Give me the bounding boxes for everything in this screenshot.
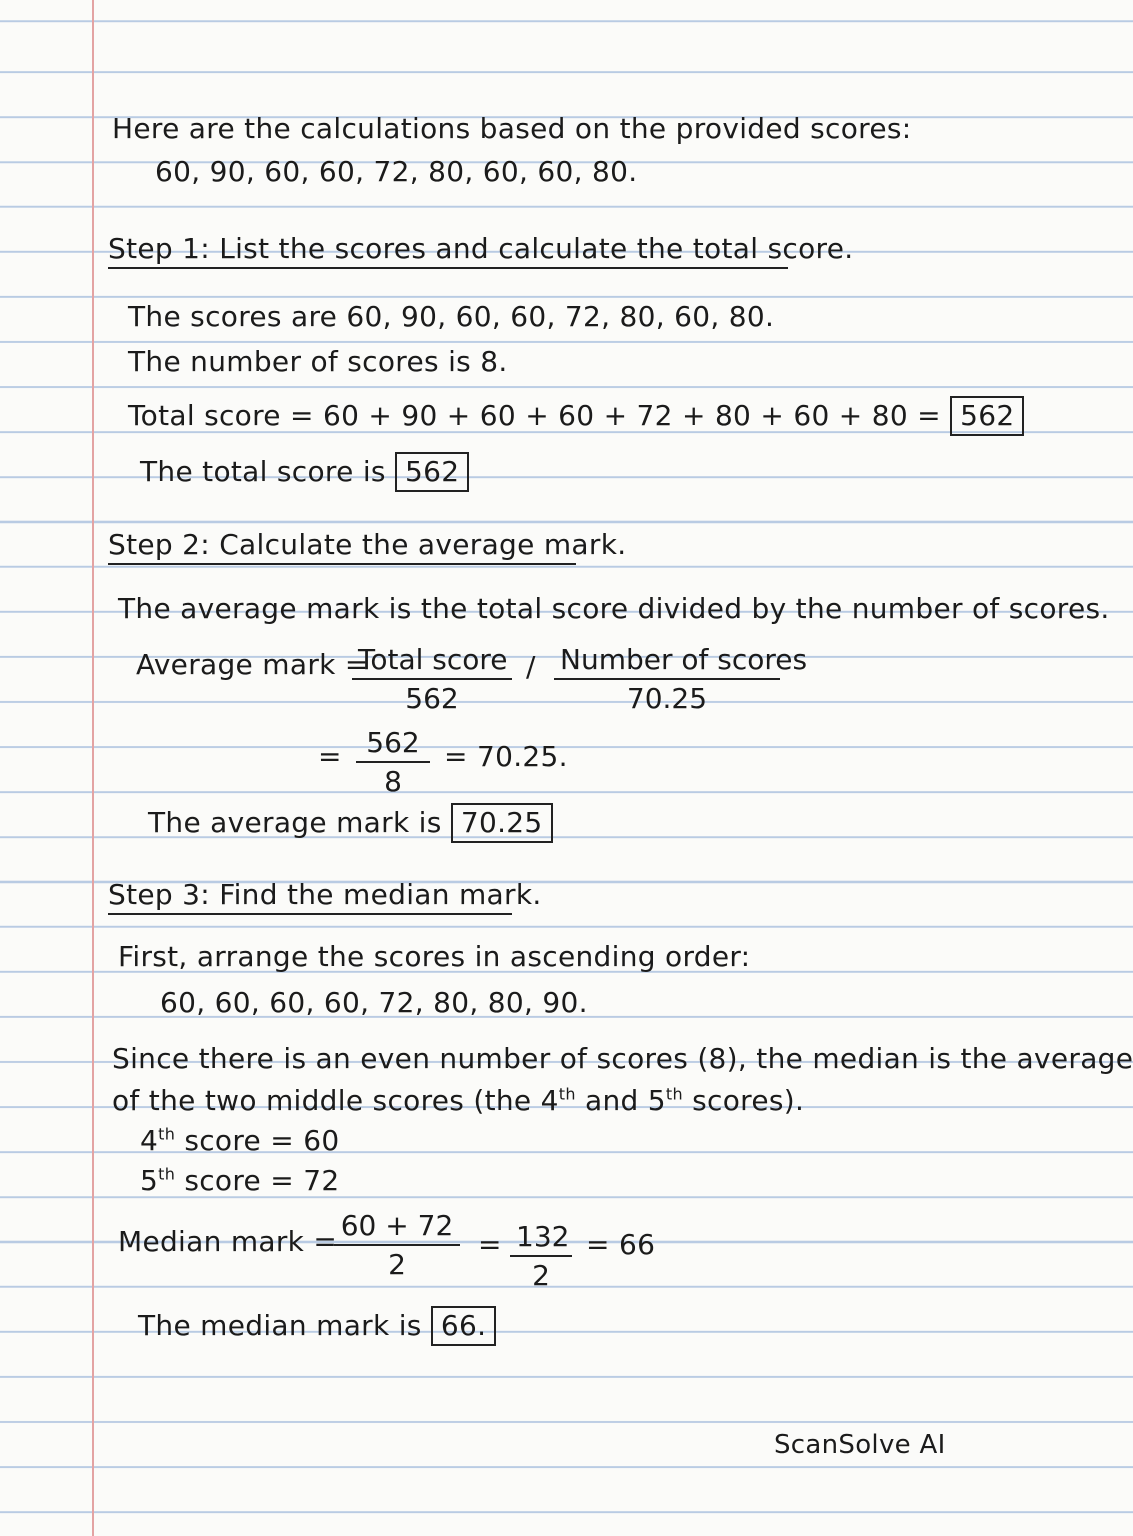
- step1-total-sentence: [140, 452, 469, 492]
- average-sentence-text: The average mark is: [148, 806, 442, 839]
- step1-scores-line: The scores are 60, 90, 60, 60, 72, 80, 60, 80.: [128, 300, 775, 333]
- median-sentence-text: The median mark is: [138, 1309, 422, 1342]
- fraction-562-over-8: [356, 726, 430, 798]
- average-label: Average mark =: [136, 648, 369, 681]
- since-line-2: of the two middle scores (the 4th and 5th scores).: [112, 1084, 805, 1117]
- fraction-sum-over-2: [334, 1209, 460, 1281]
- fifth-score-line: 5th score = 72: [140, 1164, 340, 1197]
- median-result: = 66: [586, 1228, 656, 1261]
- fourth-score-line: 4th score = 60: [140, 1124, 340, 1157]
- average-result-box: 70.25: [451, 803, 553, 843]
- fraction-numerator: 60 + 72: [334, 1209, 460, 1246]
- total-result-box: 562: [950, 396, 1024, 436]
- median-label: Median mark =: [118, 1225, 338, 1258]
- fraction-denominator: 70.25: [626, 682, 708, 715]
- total-expression-text: Total score = 60 + 90 + 60 + 60 + 72 + 80 + 60 + 80 =: [128, 399, 941, 432]
- fraction-numerator: Number of scores: [554, 643, 780, 680]
- equals-sign: =: [318, 740, 342, 773]
- average-sentence: [148, 803, 553, 843]
- fraction-count-over-7025: [554, 643, 808, 715]
- fraction-total-over-562: [352, 643, 512, 715]
- intro-scores: 60, 90, 60, 60, 72, 80, 60, 60, 80.: [155, 155, 638, 188]
- equals-sign: =: [478, 1228, 502, 1261]
- intro-line: Here are the calculations based on the provided scores:: [112, 112, 912, 145]
- brand-signature: ScanSolve AI: [774, 1430, 946, 1460]
- notebook-margin-line: [92, 0, 94, 1536]
- total-sentence-box: 562: [395, 452, 469, 492]
- step1-count-line: The number of scores is 8.: [128, 345, 508, 378]
- fraction-denominator: 8: [384, 765, 402, 798]
- fraction-numerator: 132: [510, 1220, 572, 1257]
- step1-total-expression: [128, 396, 1024, 436]
- sorted-scores: 60, 60, 60, 60, 72, 80, 80, 90.: [160, 986, 588, 1019]
- step2-heading: Step 2: Calculate the average mark.: [108, 528, 576, 565]
- step2-description: The average mark is the total score divided by the number of scores.: [118, 592, 1110, 625]
- fraction-denominator: 562: [405, 682, 459, 715]
- fraction-132-over-2: [510, 1220, 572, 1292]
- median-sentence: [138, 1306, 496, 1346]
- average-result: = 70.25.: [444, 740, 568, 773]
- total-sentence-text: The total score is: [140, 455, 386, 488]
- fraction-numerator: 562: [356, 726, 430, 763]
- step3-heading: Step 3: Find the median mark.: [108, 878, 512, 915]
- step3-arrange-line: First, arrange the scores in ascending order:: [118, 940, 751, 973]
- fraction-denominator: 2: [532, 1259, 550, 1292]
- fraction-numerator: Total score: [352, 643, 512, 680]
- step1-heading: Step 1: List the scores and calculate the total score.: [108, 232, 788, 269]
- fraction-denominator: 2: [388, 1248, 406, 1281]
- divide-sign: /: [526, 650, 536, 683]
- median-result-box: 66.: [431, 1306, 496, 1346]
- since-line-1: Since there is an even number of scores (8), the median is the average: [112, 1042, 1133, 1075]
